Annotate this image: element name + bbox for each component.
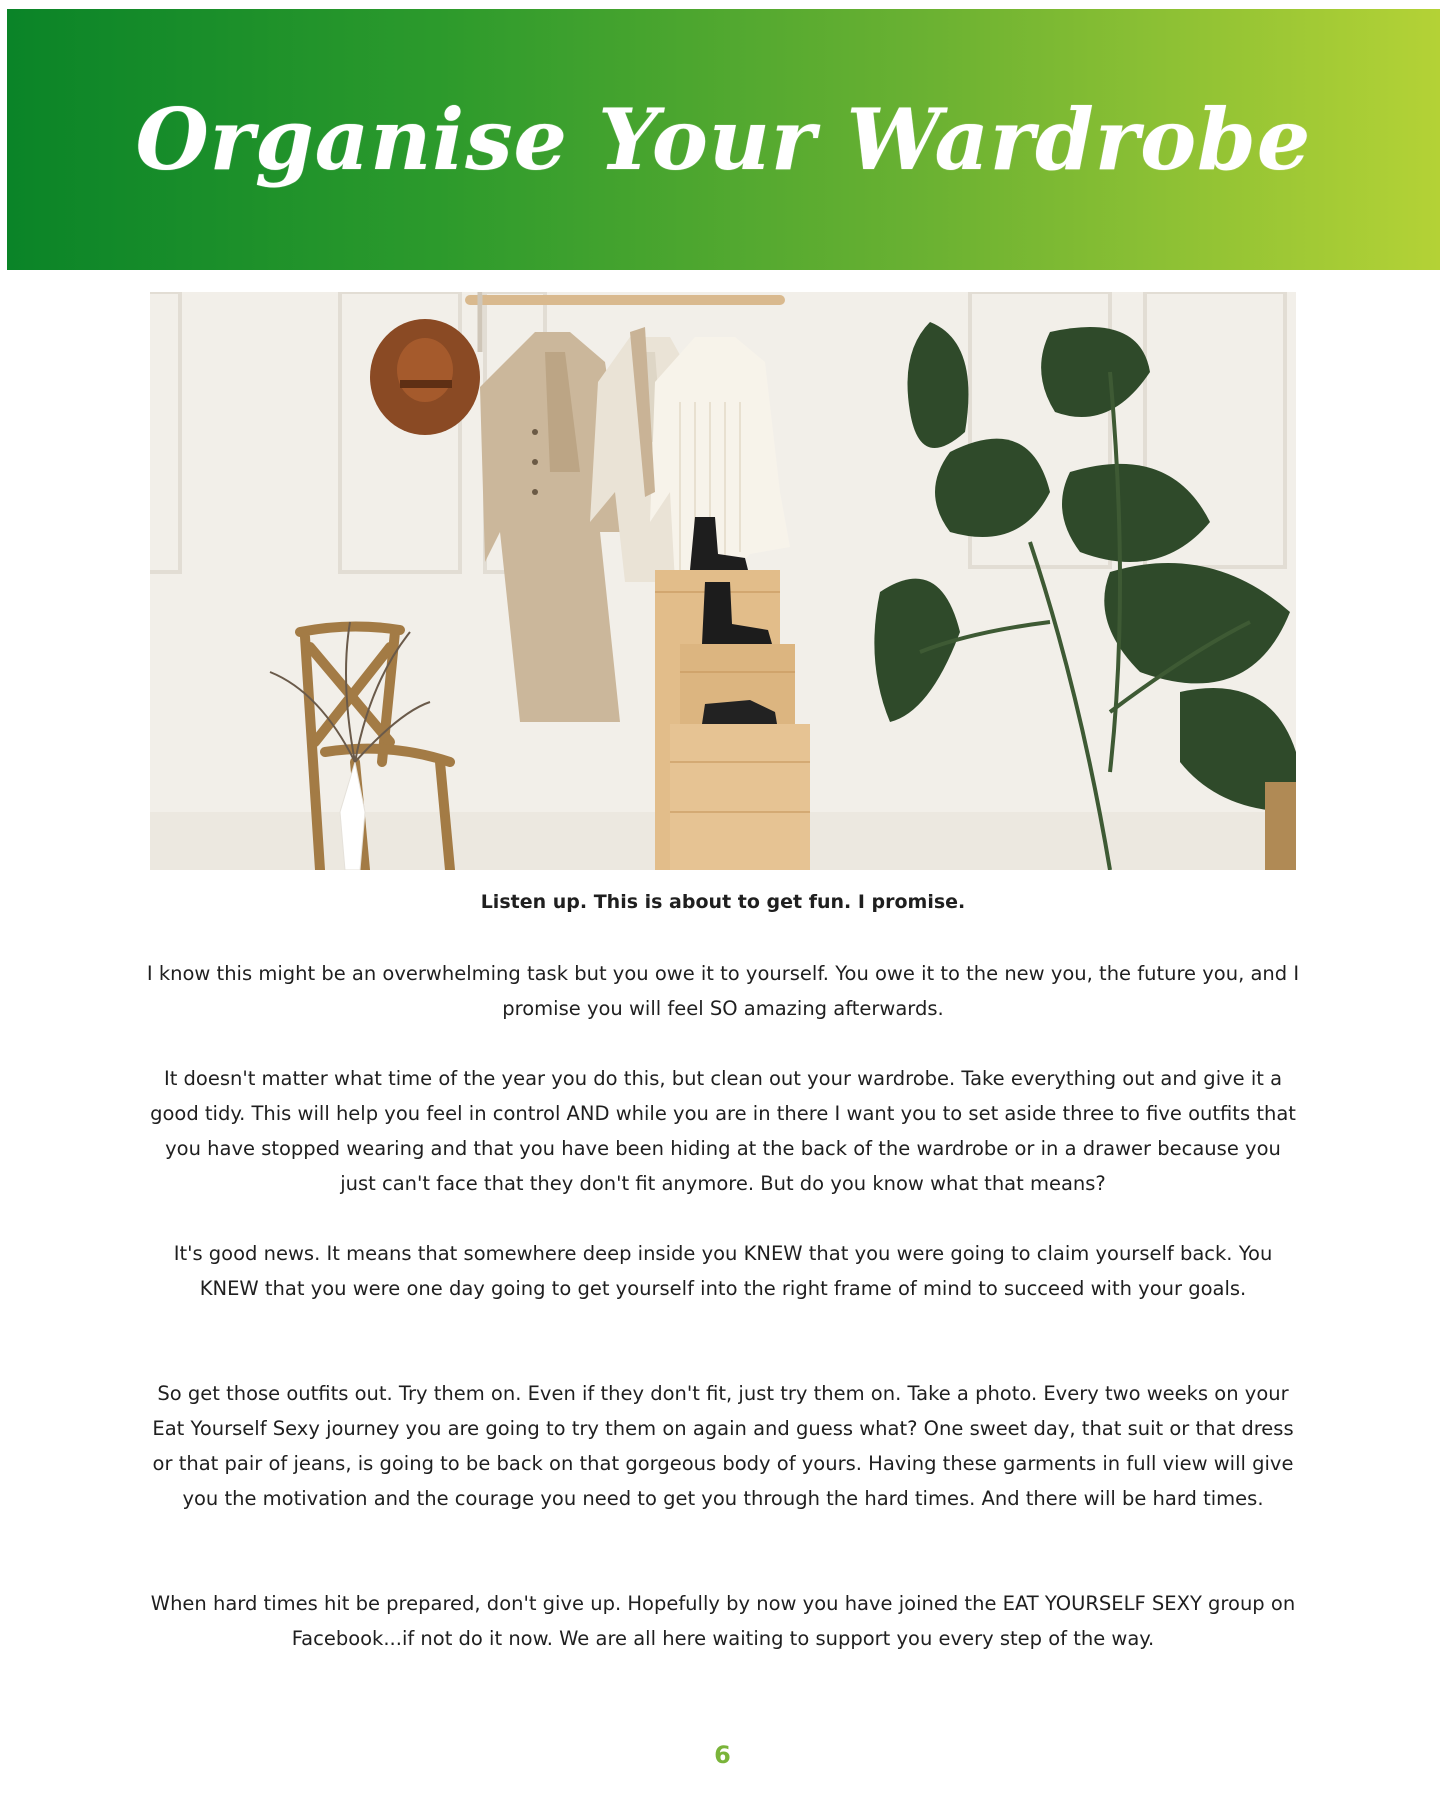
page-number: 6 — [714, 1741, 731, 1769]
lead-line: Listen up. This is about to get fun. I promise. — [480, 891, 966, 913]
paragraph: When hard times hit be prepared, don't give up. Hopefully by now you have joined the EAT YOURSELF SEXY group on Facebook...if not do it now. We are all here waiting to support you every step of the way. — [150, 1592, 1296, 1650]
paragraph: It's good news. It means that somewhere deep inside you KNEW that you were going to claim yourself back. You KNEW that you were one day going to get yourself into the right frame of mind to succeed with your goals. — [173, 1242, 1273, 1300]
paragraph: I know this might be an overwhelming task but you owe it to yourself. You owe it to the new you, the future you, and I promise you will feel SO amazing afterwards. — [146, 962, 1300, 1020]
paragraph: So get those outfits out. Try them on. Even if they don't fit, just try them on. Take a photo. Every two weeks on your Eat Yourself Sexy journey you are going to try them on again and guess what? One sweet day, that suit or that dress or that pair of jeans, is going to be back on that gorgeous body of yours. Having these garments in full view will give you the motivation and the courage you need to get you through the hard times. And there will be hard times. — [152, 1382, 1294, 1510]
wardrobe-photo — [150, 292, 1296, 870]
paragraph: It doesn't matter what time of the year you do this, but clean out your wardrobe. Take everything out and give it a good tidy. This will help you feel in control AND while you are in there I want you to set aside three to five outfits that you have stopped wearing and that you have been hiding at the back of the wardrobe or in a drawer because you just can't face that they don't fit anymore. But do you know what that means? — [150, 1067, 1296, 1195]
page-title: Organise Your Wardrobe — [135, 89, 1312, 189]
title-banner — [7, 9, 1440, 270]
